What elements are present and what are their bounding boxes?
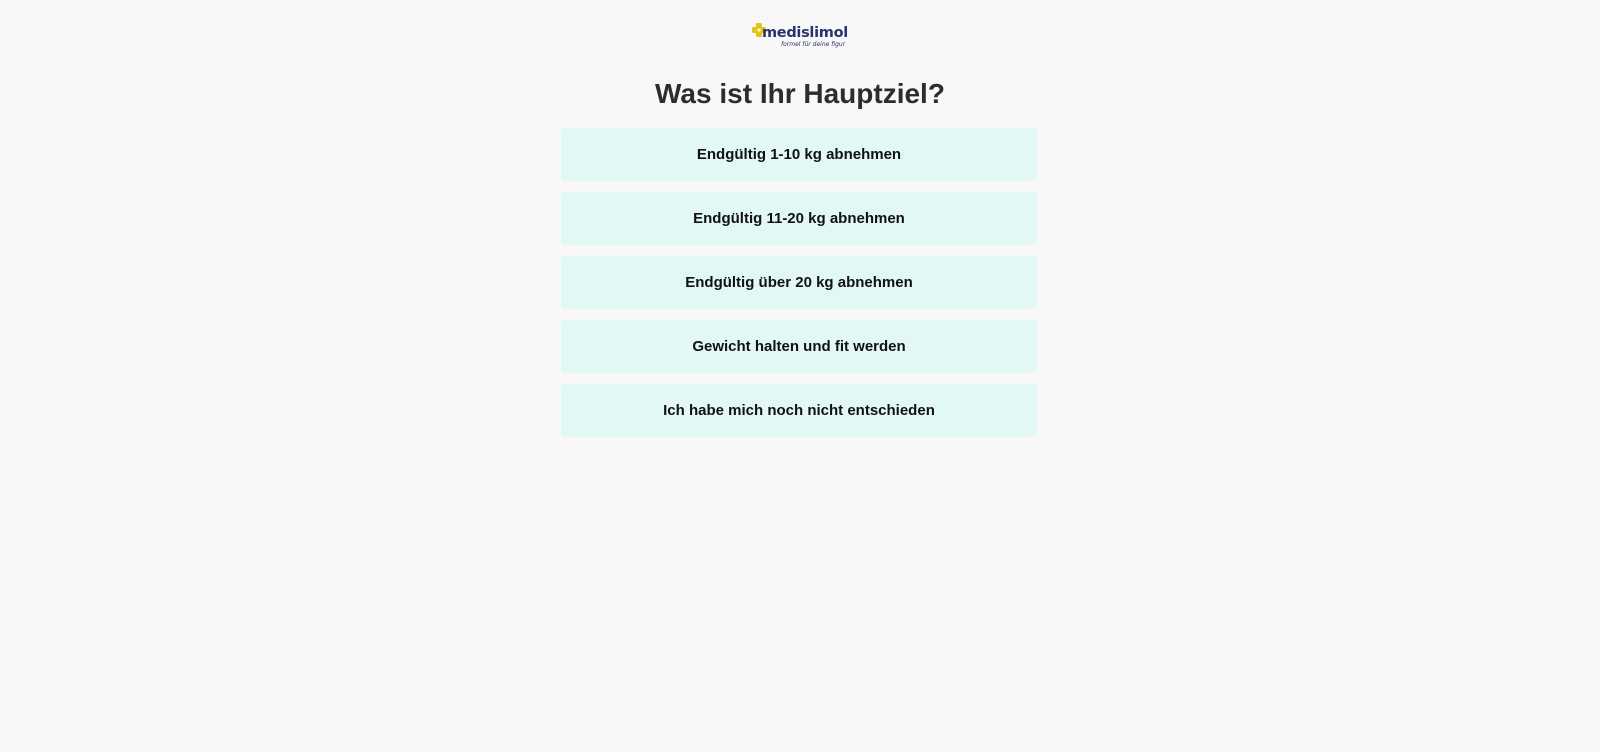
option-11-20-kg[interactable] (561, 192, 1037, 245)
option-label: Endgültig über 20 kg abnehmen (685, 274, 913, 291)
brand-logo (752, 23, 848, 53)
option-label: Gewicht halten und fit werden (692, 338, 906, 355)
option-label: Endgültig 11-20 kg abnehmen (693, 210, 905, 227)
option-1-10-kg[interactable] (561, 128, 1037, 181)
answer-options (561, 128, 1037, 448)
option-undecided[interactable] (561, 384, 1037, 437)
option-label: Endgültig 1-10 kg abnehmen (696, 146, 902, 163)
option-label: Ich habe mich noch nicht entschieden (663, 402, 935, 419)
brand-name: medislimol (762, 25, 848, 41)
option-over-20-kg[interactable] (561, 256, 1037, 309)
brand-tagline: formel für deine figur (781, 41, 846, 48)
option-maintain-weight[interactable] (561, 320, 1037, 373)
question-title: Was ist Ihr Hauptziel? (655, 78, 945, 109)
